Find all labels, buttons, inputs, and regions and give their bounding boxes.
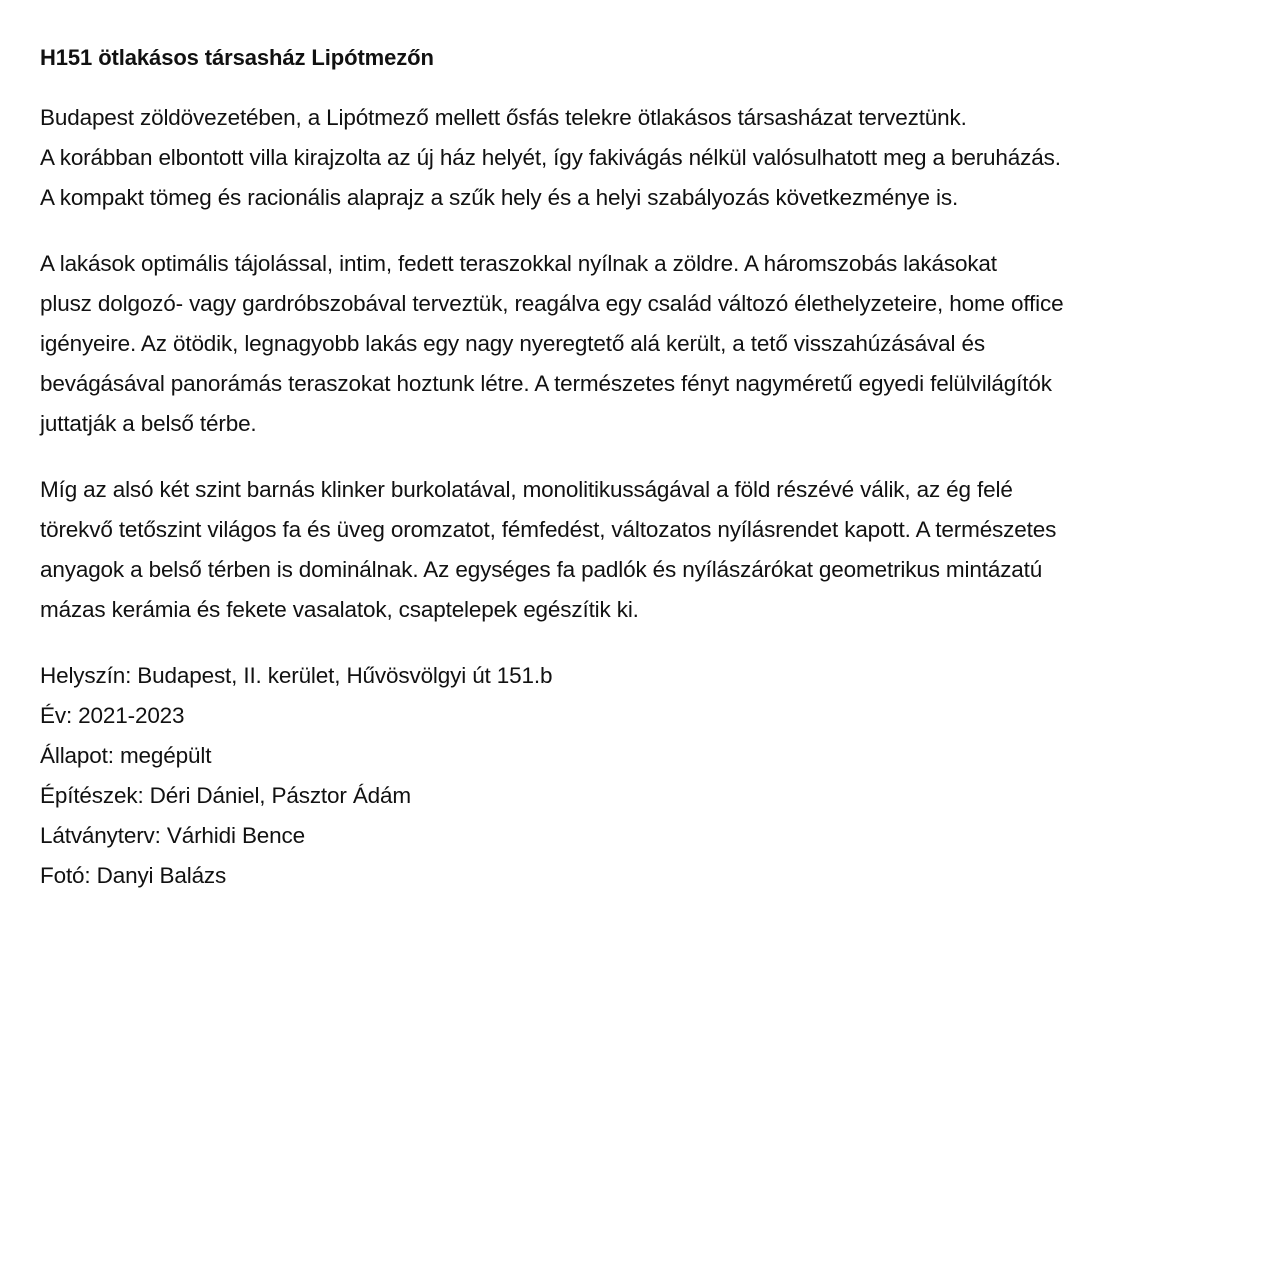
- paragraph-line: törekvő tetőszint világos fa és üveg oromzatot, fémfedést, változatos nyílásrendet kapott. A természetes: [40, 517, 1057, 542]
- page-title: H151 ötlakásos társasház Lipótmezőn: [40, 45, 434, 70]
- paragraph-line: bevágásával panorámás teraszokat hoztunk létre. A természetes fényt nagyméretű egyedi felülvilágítók: [40, 371, 1052, 396]
- paragraph-line: Budapest zöldövezetében, a Lipótmező mellett ősfás telekre ötlakásos társasházat terveztünk.: [40, 105, 967, 130]
- detail-visualization: Látványterv: Várhidi Bence: [40, 823, 306, 848]
- paragraph-line: anyagok a belső térben is dominálnak. Az egységes fa padlók és nyílászárókat geometrikus mintázatú: [40, 557, 1043, 582]
- paragraph-line: A kompakt tömeg és racionális alaprajz a szűk hely és a helyi szabályozás következménye is.: [40, 185, 959, 210]
- detail-year: Év: 2021-2023: [40, 703, 185, 728]
- paragraph-line: juttatják a belső térbe.: [40, 411, 257, 436]
- paragraph-line: plusz dolgozó- vagy gardróbszobával terveztük, reagálva egy család változó élethelyzeteire, home office: [40, 291, 1064, 316]
- paragraph-intro: [40, 98, 1240, 218]
- paragraph-line: A korábban elbontott villa kirajzolta az új ház helyét, így fakivágás nélkül valósulhatott meg a beruházás.: [40, 145, 1061, 170]
- detail-photo: Fotó: Danyi Balázs: [40, 863, 227, 888]
- paragraph-line: igényeire. Az ötödik, legnagyobb lakás egy nagy nyeregtető alá került, a tető visszahúzásával és: [40, 331, 985, 356]
- paragraph-materials: [40, 470, 1240, 630]
- paragraph-line: mázas kerámia és fekete vasalatok, csaptelepek egészítik ki.: [40, 597, 639, 622]
- detail-architects: Építészek: Déri Dániel, Pásztor Ádám: [40, 783, 412, 808]
- project-details: [40, 656, 1240, 896]
- detail-status: Állapot: megépült: [40, 743, 212, 768]
- detail-location: Helyszín: Budapest, II. kerület, Hűvösvölgyi út 151.b: [40, 663, 553, 688]
- paragraph-line: Míg az alsó két szint barnás klinker burkolatával, monolitikusságával a föld részévé válik, az ég felé: [40, 477, 1013, 502]
- paragraph-line: A lakások optimális tájolással, intim, fedett teraszokkal nyílnak a zöldre. A háromszobás lakásokat: [40, 251, 997, 276]
- paragraph-apartments: [40, 244, 1240, 444]
